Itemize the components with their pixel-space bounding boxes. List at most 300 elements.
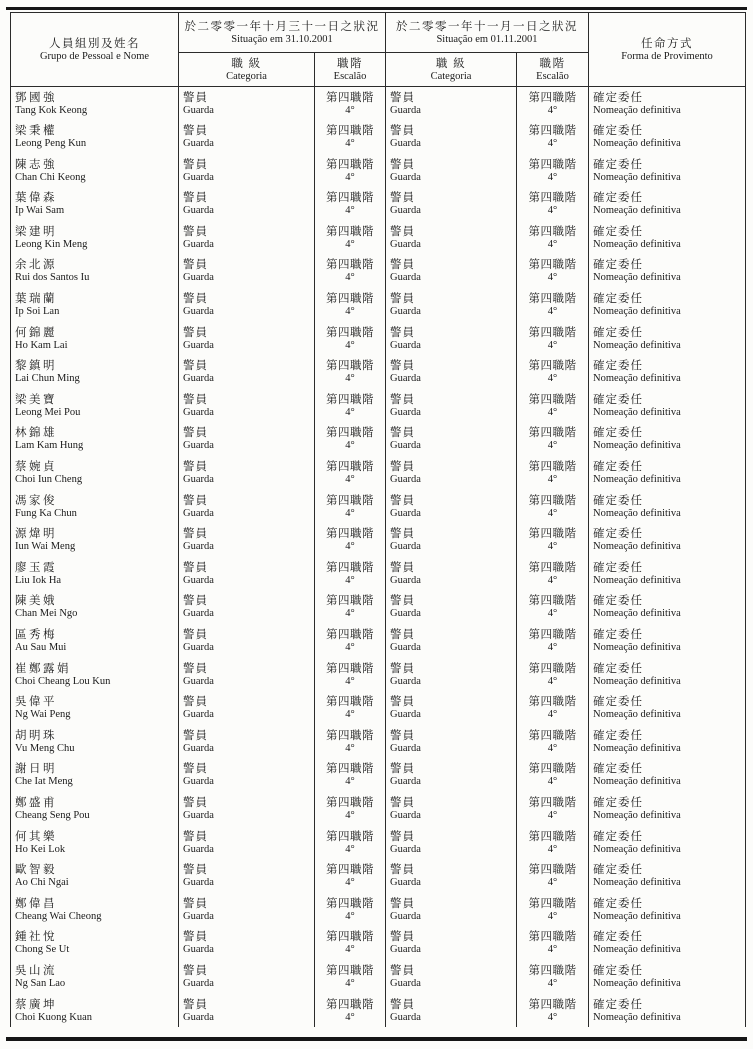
cell-escalao-new [517, 154, 589, 188]
escalao-new-zh: 第四職階 [528, 225, 577, 238]
person-name-pt: Ip Soi Lan [15, 306, 60, 318]
cell-categoria-new [386, 87, 517, 121]
header-situacao-new [386, 13, 589, 53]
escalao-old-pt: 4° [345, 440, 355, 452]
cell-categoria-old [179, 456, 315, 490]
categoria-new-pt: Guarda [390, 608, 421, 620]
person-name-zh: 梁建明 [15, 225, 57, 238]
table-row [11, 792, 746, 826]
person-name-zh: 源煒明 [15, 528, 57, 541]
cell-forma [589, 590, 746, 624]
categoria-new-pt: Guarda [390, 776, 421, 788]
cell-categoria-new [386, 322, 517, 356]
person-name-zh: 謝日明 [15, 763, 57, 776]
table-row [11, 523, 746, 557]
escalao-old-zh: 第四職階 [326, 393, 374, 406]
escalao-old-pt: 4° [345, 238, 355, 250]
cell-escalao-old [315, 826, 386, 860]
categoria-new-pt: Guarda [390, 339, 421, 351]
forma-pt: Nomeação definitiva [593, 608, 681, 620]
person-name-pt: Che Iat Meng [15, 776, 73, 788]
categoria-new-zh: 警員 [390, 696, 415, 709]
forma-zh: 確定委任 [593, 830, 643, 843]
escalao-old-zh: 第四職階 [326, 796, 374, 809]
cell-categoria-old [179, 322, 315, 356]
cell-categoria-new [386, 792, 517, 826]
categoria-old-pt: Guarda [183, 843, 214, 855]
cell-categoria-new [386, 221, 517, 255]
cell-escalao-new [517, 254, 589, 288]
cell-forma [589, 288, 746, 322]
categoria-new-pt: Guarda [390, 977, 421, 989]
cell-categoria-new [386, 422, 517, 456]
escalao-new-pt: 4° [547, 877, 558, 889]
table-row [11, 322, 746, 356]
cell-categoria-old [179, 355, 315, 389]
cell-forma [589, 557, 746, 591]
person-name-pt: Iun Wai Meng [15, 541, 76, 553]
categoria-new-pt: Guarda [390, 944, 421, 956]
forma-pt: Nomeação definitiva [593, 205, 681, 217]
cell-escalao-old [315, 658, 386, 692]
escalao-old-pt: 4° [345, 574, 355, 586]
person-name-zh: 何錦麗 [15, 326, 57, 339]
categoria-old-zh: 警員 [183, 964, 208, 977]
forma-pt: Nomeação definitiva [593, 406, 681, 418]
escalao-old-pt: 4° [345, 910, 355, 922]
forma-zh: 確定委任 [593, 225, 643, 238]
forma-zh: 確定委任 [593, 998, 643, 1011]
categoria-new-pt: Guarda [390, 238, 421, 250]
cell-categoria-new [386, 154, 517, 188]
cell-person-name [11, 926, 179, 960]
escalao-new-zh: 第四職階 [528, 293, 577, 306]
table-row [11, 758, 746, 792]
escalao-old-zh: 第四職階 [326, 696, 374, 709]
forma-pt: Nomeação definitiva [593, 373, 681, 385]
categoria-new-zh: 警員 [390, 360, 415, 373]
escalao-new-zh: 第四職階 [528, 998, 577, 1011]
person-name-zh: 胡明珠 [15, 729, 57, 742]
escalao-old-zh: 第四職階 [326, 662, 374, 675]
categoria-new-zh: 警員 [390, 125, 415, 138]
categoria-new-pt: Guarda [390, 709, 421, 721]
cell-escalao-old [315, 154, 386, 188]
escalao-new-zh: 第四職階 [528, 864, 577, 877]
cell-categoria-new [386, 523, 517, 557]
escalao-new-zh: 第四職階 [528, 897, 577, 910]
categoria-new-zh: 警員 [390, 763, 415, 776]
escalao-old-pt: 4° [345, 809, 355, 821]
escalao-old-pt: 4° [345, 306, 355, 318]
cell-forma [589, 893, 746, 927]
person-name-zh: 蔡婉貞 [15, 461, 57, 474]
cell-escalao-new [517, 826, 589, 860]
person-name-zh: 何其樂 [15, 830, 57, 843]
escalao-old-pt: 4° [345, 406, 355, 418]
escalao-new-pt: 4° [547, 205, 558, 217]
cell-categoria-old [179, 658, 315, 692]
person-name-pt: Cheang Seng Pou [15, 809, 90, 821]
escalao-old-pt: 4° [345, 138, 355, 150]
forma-pt: Nomeação definitiva [593, 339, 681, 351]
person-name-zh: 區秀梅 [15, 629, 57, 641]
forma-pt: Nomeação definitiva [593, 138, 681, 150]
table-row [11, 120, 746, 154]
categoria-old-zh: 警員 [183, 393, 208, 406]
escalao-new-pt: 4° [547, 977, 558, 989]
categoria-new-pt: Guarda [390, 205, 421, 217]
escalao-old-pt: 4° [345, 541, 355, 553]
forma-pt: Nomeação definitiva [593, 507, 681, 519]
forma-zh: 確定委任 [593, 528, 643, 541]
categoria-new-pt: Guarda [390, 877, 421, 889]
categoria-old-zh: 警員 [183, 662, 208, 675]
categoria-new-zh: 警員 [390, 393, 415, 406]
escalao-new-zh: 第四職階 [528, 259, 577, 272]
forma-pt: Nomeação definitiva [593, 541, 681, 553]
forma-pt: Nomeação definitiva [593, 1011, 681, 1023]
escalao-new-pt: 4° [547, 373, 558, 385]
header-escalao-old: 職階 Escalão [315, 53, 386, 87]
escalao-old-pt: 4° [345, 877, 355, 889]
escalao-new-zh: 第四職階 [528, 729, 577, 742]
categoria-old-pt: Guarda [183, 373, 214, 385]
escalao-new-pt: 4° [547, 1011, 558, 1023]
header-forma-pt: Forma de Provimento [621, 50, 713, 62]
cell-categoria-new [386, 288, 517, 322]
cell-escalao-new [517, 960, 589, 994]
categoria-old-zh: 警員 [183, 629, 208, 641]
forma-zh: 確定委任 [593, 192, 643, 205]
person-name-pt: Rui dos Santos Iu [15, 272, 90, 284]
cell-categoria-new [386, 994, 517, 1028]
table-row [11, 994, 746, 1028]
forma-pt: Nomeação definitiva [593, 910, 681, 922]
escalao-old-zh: 第四職階 [326, 595, 374, 608]
escalao-new-pt: 4° [547, 675, 558, 687]
cell-escalao-new [517, 658, 589, 692]
cell-categoria-new [386, 624, 517, 658]
escalao-new-pt: 4° [547, 339, 558, 351]
cell-forma [589, 456, 746, 490]
categoria-new-zh: 警員 [390, 92, 415, 104]
person-name-zh: 梁美寶 [15, 393, 57, 406]
escalao-old-pt: 4° [345, 272, 355, 284]
cell-forma [589, 624, 746, 658]
categoria-new-pt: Guarda [390, 507, 421, 519]
cell-categoria-old [179, 221, 315, 255]
table-row [11, 87, 746, 121]
cell-forma [589, 389, 746, 423]
categoria-new-zh: 警員 [390, 293, 415, 306]
categoria-old-zh: 警員 [183, 360, 208, 373]
categoria-old-pt: Guarda [183, 877, 214, 889]
categoria-old-pt: Guarda [183, 541, 214, 553]
cell-escalao-new [517, 87, 589, 121]
cell-person-name [11, 826, 179, 860]
categoria-new-pt: Guarda [390, 306, 421, 318]
person-name-zh: 歐智毅 [15, 864, 57, 877]
header-situacao-old-pt: Situação em 31.10.2001 [231, 33, 333, 45]
table-row [11, 422, 746, 456]
cell-categoria-old [179, 792, 315, 826]
categoria-old-pt: Guarda [183, 272, 214, 284]
categoria-old-zh: 警員 [183, 293, 208, 306]
categoria-new-pt: Guarda [390, 272, 421, 284]
header-name-col [11, 13, 179, 87]
cell-person-name [11, 490, 179, 524]
escalao-new-zh: 第四職階 [528, 931, 577, 944]
escalao-new-zh: 第四職階 [528, 158, 577, 171]
cell-escalao-old [315, 254, 386, 288]
escalao-new-zh: 第四職階 [528, 696, 577, 709]
cell-escalao-new [517, 590, 589, 624]
escalao-new-pt: 4° [547, 238, 558, 250]
cell-escalao-old [315, 725, 386, 759]
person-name-pt: Liu Iok Ha [15, 574, 62, 586]
escalao-old-pt: 4° [345, 709, 355, 721]
categoria-new-pt: Guarda [390, 642, 421, 653]
cell-escalao-new [517, 187, 589, 221]
table-row [11, 557, 746, 591]
cell-forma [589, 826, 746, 860]
cell-escalao-new [517, 288, 589, 322]
categoria-new-zh: 警員 [390, 830, 415, 843]
categoria-old-pt: Guarda [183, 709, 214, 721]
cell-escalao-old [315, 926, 386, 960]
categoria-new-zh: 警員 [390, 427, 415, 440]
escalao-old-zh: 第四職階 [326, 259, 374, 272]
categoria-new-zh: 警員 [390, 998, 415, 1011]
categoria-new-pt: Guarda [390, 541, 421, 553]
cell-categoria-old [179, 893, 315, 927]
person-name-zh: 鄭盛甫 [15, 796, 57, 809]
cell-forma [589, 523, 746, 557]
person-name-zh: 陳美娥 [15, 595, 57, 608]
categoria-old-zh: 警員 [183, 561, 208, 574]
escalao-new-pt: 4° [547, 406, 558, 418]
cell-categoria-old [179, 254, 315, 288]
categoria-old-pt: Guarda [183, 675, 214, 687]
cell-categoria-old [179, 523, 315, 557]
categoria-old-pt: Guarda [183, 205, 214, 217]
forma-zh: 確定委任 [593, 561, 643, 574]
categoria-old-pt: Guarda [183, 977, 214, 989]
cell-person-name [11, 254, 179, 288]
escalao-old-pt: 4° [345, 675, 355, 687]
cell-person-name [11, 120, 179, 154]
categoria-new-zh: 警員 [390, 561, 415, 574]
person-name-pt: Ng San Lao [15, 977, 66, 989]
categoria-new-pt: Guarda [390, 843, 421, 855]
cell-person-name [11, 456, 179, 490]
categoria-old-pt: Guarda [183, 339, 214, 351]
personnel-table [10, 12, 746, 1027]
cell-categoria-new [386, 187, 517, 221]
cell-escalao-old [315, 994, 386, 1028]
forma-zh: 確定委任 [593, 427, 643, 440]
forma-zh: 確定委任 [593, 259, 643, 272]
categoria-new-pt: Guarda [390, 742, 421, 754]
escalao-new-pt: 4° [547, 843, 558, 855]
categoria-new-zh: 警員 [390, 964, 415, 977]
escalao-new-pt: 4° [547, 709, 558, 721]
categoria-old-zh: 警員 [183, 125, 208, 138]
cell-forma [589, 960, 746, 994]
cell-categoria-old [179, 725, 315, 759]
table-row [11, 826, 746, 860]
categoria-new-pt: Guarda [390, 138, 421, 150]
cell-forma [589, 322, 746, 356]
cell-escalao-old [315, 490, 386, 524]
categoria-old-zh: 警員 [183, 528, 208, 541]
escalao-old-zh: 第四職階 [326, 528, 374, 541]
escalao-new-pt: 4° [547, 440, 558, 452]
header-situacao-new-pt: Situação em 01.11.2001 [436, 33, 538, 45]
table-row [11, 254, 746, 288]
table-row [11, 154, 746, 188]
escalao-old-zh: 第四職階 [326, 830, 374, 843]
table-row [11, 926, 746, 960]
escalao-old-zh: 第四職階 [326, 897, 374, 910]
cell-forma [589, 725, 746, 759]
categoria-new-zh: 警員 [390, 326, 415, 339]
person-name-zh: 蔡廣坤 [15, 998, 57, 1011]
cell-forma [589, 859, 746, 893]
table-row [11, 389, 746, 423]
escalao-old-zh: 第四職階 [326, 326, 374, 339]
forma-pt: Nomeação definitiva [593, 440, 681, 452]
categoria-old-pt: Guarda [183, 440, 214, 452]
person-name-zh: 梁秉權 [15, 125, 57, 138]
escalao-new-pt: 4° [547, 474, 558, 486]
escalao-old-zh: 第四職階 [326, 427, 374, 440]
categoria-old-zh: 警員 [183, 225, 208, 238]
escalao-new-pt: 4° [547, 541, 558, 553]
categoria-old-zh: 警員 [183, 763, 208, 776]
cell-categoria-new [386, 490, 517, 524]
categoria-new-zh: 警員 [390, 225, 415, 238]
cell-escalao-new [517, 926, 589, 960]
forma-zh: 確定委任 [593, 393, 643, 406]
categoria-old-zh: 警員 [183, 796, 208, 809]
forma-zh: 確定委任 [593, 729, 643, 742]
cell-person-name [11, 658, 179, 692]
person-name-zh: 崔鄭露娟 [15, 662, 71, 675]
table-row [11, 859, 746, 893]
escalao-old-zh: 第四職階 [326, 158, 374, 171]
categoria-old-zh: 警員 [183, 158, 208, 171]
forma-pt: Nomeação definitiva [593, 306, 681, 318]
cell-person-name [11, 187, 179, 221]
person-name-pt: Choi Iun Cheng [15, 474, 83, 486]
categoria-new-zh: 警員 [390, 662, 415, 675]
escalao-new-pt: 4° [547, 608, 558, 620]
escalao-new-zh: 第四職階 [528, 796, 577, 809]
forma-zh: 確定委任 [593, 796, 643, 809]
cell-categoria-old [179, 691, 315, 725]
cell-forma [589, 490, 746, 524]
categoria-new-zh: 警員 [390, 461, 415, 474]
cell-escalao-new [517, 557, 589, 591]
cell-categoria-old [179, 624, 315, 658]
forma-zh: 確定委任 [593, 92, 643, 104]
header-name-col-pt: Grupo de Pessoal e Nome [39, 50, 150, 62]
cell-person-name [11, 590, 179, 624]
forma-pt: Nomeação definitiva [593, 474, 681, 486]
escalao-old-pt: 4° [345, 474, 355, 486]
cell-categoria-new [386, 254, 517, 288]
categoria-new-pt: Guarda [390, 1011, 421, 1023]
cell-person-name [11, 792, 179, 826]
categoria-old-pt: Guarda [183, 1011, 214, 1023]
escalao-new-zh: 第四職階 [528, 662, 577, 675]
escalao-old-zh: 第四職階 [326, 998, 374, 1011]
escalao-old-zh: 第四職階 [326, 225, 374, 238]
escalao-old-zh: 第四職階 [326, 92, 374, 104]
table-row [11, 624, 746, 658]
cell-person-name [11, 154, 179, 188]
escalao-old-zh: 第四職階 [326, 293, 374, 306]
forma-pt: Nomeação definitiva [593, 877, 681, 889]
cell-escalao-new [517, 725, 589, 759]
forma-pt: Nomeação definitiva [593, 709, 681, 721]
categoria-new-zh: 警員 [390, 192, 415, 205]
person-name-zh: 余北源 [15, 259, 57, 272]
cell-escalao-new [517, 389, 589, 423]
cell-forma [589, 87, 746, 121]
header-situacao-new-zh: 於二零零一年十一月一日之狀況 [396, 20, 578, 33]
cell-person-name [11, 758, 179, 792]
escalao-old-zh: 第四職階 [326, 561, 374, 574]
escalao-new-pt: 4° [547, 642, 558, 653]
forma-pt: Nomeação definitiva [593, 809, 681, 821]
escalao-new-pt: 4° [547, 574, 558, 586]
cell-person-name [11, 960, 179, 994]
cell-categoria-new [386, 926, 517, 960]
categoria-old-pt: Guarda [183, 306, 214, 318]
categoria-old-pt: Guarda [183, 776, 214, 788]
categoria-old-zh: 警員 [183, 998, 208, 1011]
categoria-old-pt: Guarda [183, 105, 214, 116]
escalao-new-zh: 第四職階 [528, 125, 577, 138]
cell-person-name [11, 994, 179, 1028]
person-name-zh: 廖玉霞 [15, 561, 57, 574]
categoria-old-pt: Guarda [183, 944, 214, 956]
person-name-pt: Leong Kin Meng [15, 238, 88, 250]
escalao-new-zh: 第四職階 [528, 461, 577, 474]
table-row [11, 288, 746, 322]
cell-person-name [11, 859, 179, 893]
forma-zh: 確定委任 [593, 293, 643, 306]
categoria-old-pt: Guarda [183, 138, 214, 150]
cell-escalao-old [315, 960, 386, 994]
categoria-old-pt: Guarda [183, 809, 214, 821]
forma-pt: Nomeação definitiva [593, 642, 681, 653]
forma-zh: 確定委任 [593, 125, 643, 138]
categoria-old-zh: 警員 [183, 595, 208, 608]
cell-escalao-old [315, 389, 386, 423]
categoria-new-pt: Guarda [390, 675, 421, 687]
forma-pt: Nomeação definitiva [593, 105, 681, 116]
cell-escalao-new [517, 120, 589, 154]
table-row [11, 691, 746, 725]
cell-escalao-new [517, 624, 589, 658]
escalao-new-zh: 第四職階 [528, 360, 577, 373]
forma-pt: Nomeação definitiva [593, 776, 681, 788]
person-name-pt: Ho Kei Lok [15, 843, 66, 855]
